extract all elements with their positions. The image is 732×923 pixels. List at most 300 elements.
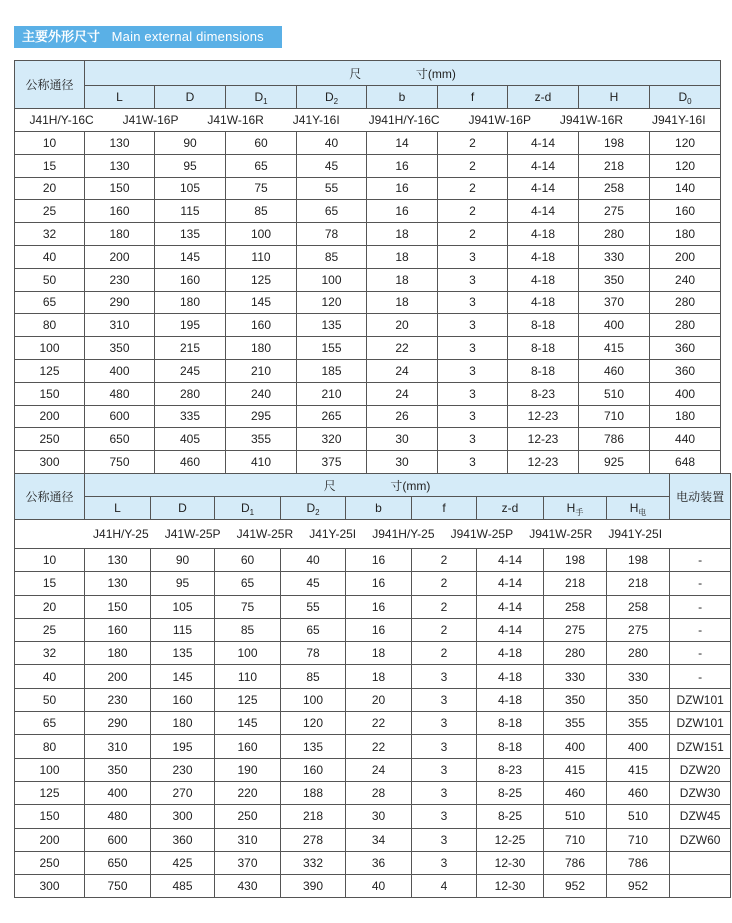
table-cell: 400 [650, 382, 721, 405]
table-cell: 8-23 [477, 758, 544, 781]
table-cell: 278 [281, 828, 346, 851]
table-row [15, 405, 721, 428]
nominal-diameter-header: 公称通径 [15, 474, 85, 520]
table-cell: 22 [346, 712, 412, 735]
table-cell: 22 [367, 337, 438, 360]
table-row [15, 572, 731, 595]
table-cell: 100 [15, 758, 85, 781]
table-cell: 786 [544, 851, 607, 874]
table-cell: 65 [15, 291, 85, 314]
table-cell: 15 [15, 572, 85, 595]
table-cell: 200 [650, 245, 721, 268]
table-cell: 22 [346, 735, 412, 758]
table-cell: 30 [367, 428, 438, 451]
table-cell: 12-25 [477, 828, 544, 851]
table-cell: 310 [85, 735, 151, 758]
column-header: L [85, 497, 151, 520]
table-cell: 280 [607, 642, 670, 665]
table-cell: 200 [15, 828, 85, 851]
table-cell: DZW20 [670, 758, 731, 781]
table-cell: 280 [155, 382, 226, 405]
dimension-header-a: 尺 [323, 478, 336, 493]
model-label: J941Y-16I [651, 113, 706, 127]
table-cell: 350 [579, 268, 650, 291]
table-cell: 405 [155, 428, 226, 451]
table-cell: 80 [15, 314, 85, 337]
table-cell: 3 [438, 245, 508, 268]
table-cell: 4-18 [477, 642, 544, 665]
table-cell: 3 [412, 735, 477, 758]
table-cell: 160 [151, 688, 215, 711]
table-cell: 150 [85, 595, 151, 618]
table-cell: 400 [85, 359, 155, 382]
model-label: J41W-25R [236, 527, 294, 541]
table-cell: 40 [297, 132, 367, 155]
table-cell: 180 [85, 223, 155, 246]
table-cell: 370 [215, 851, 281, 874]
table-row [15, 851, 731, 874]
table-cell: 600 [85, 405, 155, 428]
table-cell: 390 [281, 875, 346, 898]
table-cell: 4-14 [508, 154, 579, 177]
table-cell: 24 [346, 758, 412, 781]
table-cell: 180 [85, 642, 151, 665]
table-cell: 200 [15, 405, 85, 428]
column-header: $H_手$ [544, 497, 607, 520]
table-cell: 45 [281, 572, 346, 595]
table-cell: 100 [297, 268, 367, 291]
table-row [15, 549, 731, 572]
table-cell: 4-18 [508, 291, 579, 314]
table-cell: 230 [85, 688, 151, 711]
table-cell: 4-14 [477, 618, 544, 641]
table-cell: 400 [85, 781, 151, 804]
table-cell: 160 [155, 268, 226, 291]
table-cell: 210 [226, 359, 297, 382]
dimensions-table-25 [14, 473, 731, 898]
column-header: f [438, 86, 508, 109]
table-cell: 18 [367, 245, 438, 268]
table-cell: 786 [607, 851, 670, 874]
table-cell: 330 [544, 665, 607, 688]
table-cell: 415 [579, 337, 650, 360]
table-cell: 8-25 [477, 781, 544, 804]
table-cell: 355 [226, 428, 297, 451]
table-cell: 78 [281, 642, 346, 665]
table-cell: 130 [85, 572, 151, 595]
table-cell: 300 [15, 875, 85, 898]
table-row [15, 828, 731, 851]
model-label: J41Y-25I [309, 527, 357, 541]
table-cell: 28 [346, 781, 412, 804]
table-cell: 55 [281, 595, 346, 618]
table-cell: 150 [15, 382, 85, 405]
table-cell: 18 [346, 642, 412, 665]
table-cell: 16 [367, 200, 438, 223]
table-cell: 210 [297, 382, 367, 405]
table-row [15, 314, 721, 337]
table-cell: 85 [215, 618, 281, 641]
table-cell: 300 [151, 805, 215, 828]
model-label: J941W-16P [468, 113, 531, 127]
heading-zh: 主要外形尺寸 [22, 29, 101, 44]
table-cell: 4-14 [508, 177, 579, 200]
table-cell: 8-18 [508, 314, 579, 337]
table-cell: 25 [15, 618, 85, 641]
table-row [15, 245, 721, 268]
table-row [15, 805, 731, 828]
table-cell: 3 [438, 291, 508, 314]
table-cell: 480 [85, 805, 151, 828]
table-row [15, 665, 731, 688]
table-cell: 4-18 [477, 688, 544, 711]
table-cell: 335 [155, 405, 226, 428]
table-cell: 218 [579, 154, 650, 177]
table-cell: 440 [650, 428, 721, 451]
table-cell: DZW45 [670, 805, 731, 828]
table-cell: 15 [15, 154, 85, 177]
table-cell: 8-18 [477, 712, 544, 735]
table-cell: 350 [85, 337, 155, 360]
table-cell: 90 [155, 132, 226, 155]
table-cell: 4-18 [508, 268, 579, 291]
column-header: f [412, 497, 477, 520]
table-cell: 25 [15, 200, 85, 223]
table-cell: 360 [151, 828, 215, 851]
table-cell: 400 [579, 314, 650, 337]
dimension-header-a: 尺 [349, 66, 362, 81]
column-header: $D_0$ [650, 86, 721, 109]
table-cell: 4-14 [477, 549, 544, 572]
table-cell: 18 [367, 291, 438, 314]
section-heading [14, 26, 282, 48]
table-cell: 3 [412, 851, 477, 874]
table-cell: 4-14 [508, 200, 579, 223]
table-cell: 218 [607, 572, 670, 595]
table-cell: 3 [438, 382, 508, 405]
table-cell: 110 [226, 245, 297, 268]
table-row [15, 359, 721, 382]
column-header: $D_2$ [281, 497, 346, 520]
model-label: J41H/Y-16C [29, 113, 94, 127]
model-label: J41W-16P [122, 113, 179, 127]
table-cell: 3 [412, 688, 477, 711]
table-cell: 300 [15, 451, 85, 474]
table-cell: DZW30 [670, 781, 731, 804]
table-cell: DZW101 [670, 688, 731, 711]
table-cell: 2 [438, 223, 508, 246]
table-cell: 65 [226, 154, 297, 177]
table-cell: 4-18 [508, 223, 579, 246]
table-cell: 30 [367, 451, 438, 474]
table-cell: 160 [281, 758, 346, 781]
table-cell: 85 [226, 200, 297, 223]
table-cell: 18 [346, 665, 412, 688]
table-cell: DZW151 [670, 735, 731, 758]
table-cell: 310 [85, 314, 155, 337]
table-cell: - [670, 595, 731, 618]
table-cell: 160 [215, 735, 281, 758]
table-cell: 258 [579, 177, 650, 200]
table-cell: 4 [412, 875, 477, 898]
table-row [15, 337, 721, 360]
table-cell: 75 [215, 595, 281, 618]
table-cell: 750 [85, 451, 155, 474]
table-cell: 160 [650, 200, 721, 223]
table-cell: 55 [297, 177, 367, 200]
table-row [15, 618, 731, 641]
model-label: J941H/Y-16C [368, 113, 440, 127]
table-cell: 12-23 [508, 451, 579, 474]
table-cell: 10 [15, 549, 85, 572]
table-cell: 60 [215, 549, 281, 572]
table-cell: 18 [367, 268, 438, 291]
heading-en: Main external dimensions [111, 29, 264, 44]
table-cell: 2 [412, 572, 477, 595]
column-header: L [85, 86, 155, 109]
table-cell: 355 [607, 712, 670, 735]
table-cell: 65 [215, 572, 281, 595]
table-cell: 510 [607, 805, 670, 828]
table-cell: 460 [579, 359, 650, 382]
table-cell: 85 [281, 665, 346, 688]
table-cell: 200 [85, 665, 151, 688]
table-cell: 218 [281, 805, 346, 828]
table-cell: 130 [85, 549, 151, 572]
table-cell: 90 [151, 549, 215, 572]
table-cell: 65 [15, 712, 85, 735]
table-cell: 100 [281, 688, 346, 711]
table-cell: 120 [650, 132, 721, 155]
table-cell: 2 [412, 595, 477, 618]
column-header: D [151, 497, 215, 520]
table-row [15, 268, 721, 291]
table-cell: 8-25 [477, 805, 544, 828]
table-row [15, 154, 721, 177]
table-row [15, 735, 731, 758]
table-cell: 360 [650, 337, 721, 360]
table-cell: 65 [281, 618, 346, 641]
table-cell: 240 [650, 268, 721, 291]
table-cell: 350 [607, 688, 670, 711]
model-label: J41H/Y-25 [93, 527, 149, 541]
table-cell: 3 [412, 781, 477, 804]
table-cell: 280 [579, 223, 650, 246]
table-cell: 125 [15, 781, 85, 804]
table-cell: 3 [438, 451, 508, 474]
table-cell: 350 [544, 688, 607, 711]
table-cell: 95 [151, 572, 215, 595]
table-cell: 275 [607, 618, 670, 641]
table-cell: 330 [579, 245, 650, 268]
table-cell: 12-23 [508, 405, 579, 428]
model-label: J941W-16R [559, 113, 624, 127]
table-cell: 355 [544, 712, 607, 735]
table-cell: 215 [155, 337, 226, 360]
table-cell: 485 [151, 875, 215, 898]
table-cell: 460 [607, 781, 670, 804]
table-cell: 135 [151, 642, 215, 665]
table-cell: 230 [151, 758, 215, 781]
table-cell: 480 [85, 382, 155, 405]
table-cell: 40 [15, 245, 85, 268]
table-cell: 14 [367, 132, 438, 155]
table-cell: 32 [15, 223, 85, 246]
table-cell: 710 [579, 405, 650, 428]
table-cell: 400 [544, 735, 607, 758]
table-cell: 8-18 [508, 359, 579, 382]
table-cell: 145 [155, 245, 226, 268]
table-row [15, 223, 721, 246]
table-row [15, 428, 721, 451]
table-cell: 710 [544, 828, 607, 851]
table-cell: 105 [155, 177, 226, 200]
table-cell: 8-18 [477, 735, 544, 758]
table-cell: 4-14 [477, 595, 544, 618]
table-cell: 12-30 [477, 851, 544, 874]
column-header: H [579, 86, 650, 109]
nominal-diameter-header: 公称通径 [15, 61, 85, 109]
table-cell: 195 [151, 735, 215, 758]
table-cell [670, 851, 731, 874]
table-cell: 750 [85, 875, 151, 898]
table-cell: 360 [650, 359, 721, 382]
table-cell: 36 [346, 851, 412, 874]
table-cell: 20 [15, 595, 85, 618]
table-cell: 370 [579, 291, 650, 314]
table-cell: 145 [151, 665, 215, 688]
table-cell: 145 [226, 291, 297, 314]
table-cell: 3 [438, 268, 508, 291]
table-cell: 4-18 [477, 665, 544, 688]
table-cell: 180 [226, 337, 297, 360]
table-cell: 115 [155, 200, 226, 223]
table-cell: 20 [346, 688, 412, 711]
column-header: $D_1$ [226, 86, 297, 109]
model-label: J941H/Y-25 [372, 527, 435, 541]
table-cell: DZW60 [670, 828, 731, 851]
column-header: z-d [508, 86, 579, 109]
table-cell: 50 [15, 688, 85, 711]
table-cell: 460 [155, 451, 226, 474]
table-cell: 4-14 [477, 572, 544, 595]
table-cell: 265 [297, 405, 367, 428]
table-row [15, 642, 731, 665]
table-cell: 34 [346, 828, 412, 851]
table-cell: 425 [151, 851, 215, 874]
table-cell: 2 [438, 200, 508, 223]
model-label: J41W-16R [207, 113, 264, 127]
table-cell: 85 [297, 245, 367, 268]
table-cell: 3 [438, 314, 508, 337]
table-cell: 648 [650, 451, 721, 474]
table-cell: 3 [412, 805, 477, 828]
table-cell: 120 [650, 154, 721, 177]
table-cell: 786 [579, 428, 650, 451]
table-cell: 415 [544, 758, 607, 781]
table-cell: 2 [412, 549, 477, 572]
table-cell: 510 [544, 805, 607, 828]
table-cell: 198 [544, 549, 607, 572]
table-row [15, 875, 731, 898]
table-cell: 3 [438, 428, 508, 451]
table-cell: 290 [85, 712, 151, 735]
table-cell: 60 [226, 132, 297, 155]
table-cell: 400 [607, 735, 670, 758]
table-cell: 330 [607, 665, 670, 688]
table-cell: 2 [438, 154, 508, 177]
table-cell: 3 [412, 665, 477, 688]
table-row [15, 758, 731, 781]
table-cell: 65 [297, 200, 367, 223]
column-header: D [155, 86, 226, 109]
model-row [15, 520, 731, 549]
table-cell: 125 [226, 268, 297, 291]
table-cell: 350 [85, 758, 151, 781]
table-cell: 125 [215, 688, 281, 711]
table-cell: 250 [215, 805, 281, 828]
table-cell: 290 [85, 291, 155, 314]
table-cell: 3 [412, 712, 477, 735]
table-cell: 160 [85, 200, 155, 223]
table-cell: 125 [15, 359, 85, 382]
table-cell: 150 [15, 805, 85, 828]
table-cell: 180 [155, 291, 226, 314]
table-cell: 230 [85, 268, 155, 291]
table-cell: 3 [412, 828, 477, 851]
table-cell: 460 [544, 781, 607, 804]
table-cell: 275 [579, 200, 650, 223]
table-cell: 275 [544, 618, 607, 641]
table-cell: 18 [367, 223, 438, 246]
table-row [15, 382, 721, 405]
table-cell: 115 [151, 618, 215, 641]
table-cell: 320 [297, 428, 367, 451]
table-cell: 650 [85, 851, 151, 874]
table-cell: - [670, 665, 731, 688]
dimension-header-b: 寸(mm) [415, 66, 456, 81]
table-cell: 16 [367, 177, 438, 200]
model-label: J941W-25R [529, 527, 593, 541]
table-cell: 650 [85, 428, 155, 451]
table-cell: 16 [346, 572, 412, 595]
table-cell: 2 [412, 618, 477, 641]
table-cell: 180 [650, 223, 721, 246]
column-header: z-d [477, 497, 544, 520]
column-header: b [367, 86, 438, 109]
table-cell: 180 [650, 405, 721, 428]
table-row [15, 291, 721, 314]
table-cell: 135 [155, 223, 226, 246]
table-cell: 16 [367, 154, 438, 177]
model-label: J941Y-25I [608, 527, 663, 541]
table-cell: 80 [15, 735, 85, 758]
table-cell: 8-23 [508, 382, 579, 405]
table-cell: 40 [346, 875, 412, 898]
table-cell: 24 [367, 359, 438, 382]
table-cell: 135 [297, 314, 367, 337]
table-row [15, 595, 731, 618]
table-cell: 280 [650, 314, 721, 337]
table-cell: 195 [155, 314, 226, 337]
table-cell: 110 [215, 665, 281, 688]
table-cell: DZW101 [670, 712, 731, 735]
dimension-header [85, 474, 670, 497]
dimension-header-b: 寸(mm) [390, 478, 431, 493]
table-cell: 50 [15, 268, 85, 291]
table-cell: 120 [281, 712, 346, 735]
table-cell: 925 [579, 451, 650, 474]
